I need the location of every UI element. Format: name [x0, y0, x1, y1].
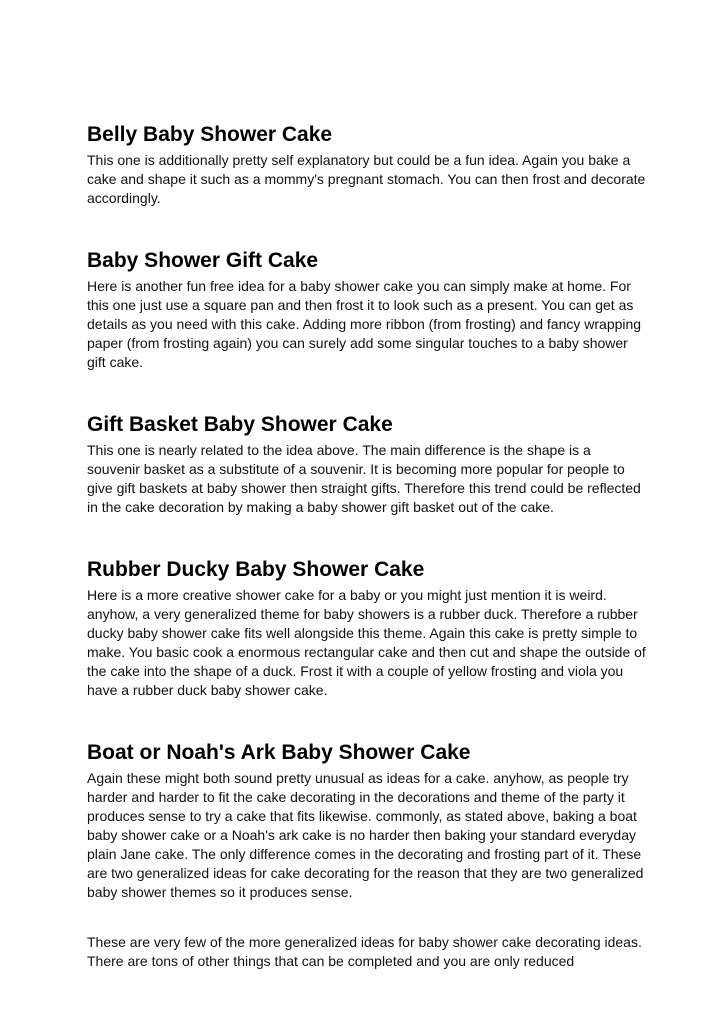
- section-gap: [87, 517, 647, 557]
- section-gap: [87, 208, 647, 248]
- section-body: This one is nearly related to the idea above. The main difference is the shape is a souvenir basket as a substitute of a souvenir. It is becoming more popular for people to give gift baskets at baby shower then straight gifts. Therefore this trend could be reflected in the cake decoration by making a baby shower gift basket out of the cake.: [87, 442, 641, 515]
- section-heading: Baby Shower Gift Cake: [87, 249, 319, 272]
- section-body: Again these might both sound pretty unusual as ideas for a cake. anyhow, as people try harder and harder to fit the cake decorating in the decorations and theme of the party it produces sense to try a cake that fits likewise. commonly, as stated above, baking a boat baby shower cake or a Noah's ark cake is no harder then baking your standard everyday plain Jane cake. The only difference comes in the decorating and frosting part of it. These are two generalized ideas for cake decorating for the reason that they are two generalized baby shower themes so it produces sense.: [87, 770, 644, 900]
- section-gap: [87, 372, 647, 412]
- closing-paragraph: These are very few of the more generalized ideas for baby shower cake decorating ideas. There are tons of other things that can be completed and you are only reduced: [87, 934, 642, 969]
- section-belly-cake: [87, 122, 647, 208]
- section-gap: [87, 700, 647, 740]
- section-body: This one is additionally pretty self explanatory but could be a fun idea. Again you bake a cake and shape it such as a mommy's pregnant stomach. You can then frost and decorate accordingly.: [87, 152, 646, 206]
- document-page: [87, 122, 647, 971]
- section-heading: Belly Baby Shower Cake: [87, 123, 333, 146]
- section-heading: Rubber Ducky Baby Shower Cake: [87, 558, 425, 581]
- section-gift-cake: [87, 248, 647, 372]
- section-heading: Gift Basket Baby Shower Cake: [87, 413, 393, 436]
- section-boat-ark-cake: [87, 740, 647, 902]
- section-body: Here is a more creative shower cake for a baby or you might just mention it is weird. anyhow, a very generalized theme for baby showers is a rubber duck. Therefore a rubber ducky baby shower cake fits well alongside this theme. Again this cake is pretty simple to make. You basic cook a enormous rectangular cake and then cut and shape the outside of the cake into the shape of a duck. Frost it with a couple of yellow frosting and viola you have a rubber duck baby shower cake.: [87, 587, 646, 698]
- section-body: Here is another fun free idea for a baby shower cake you can simply make at home. For this one just use a square pan and then frost it to look such as a present. You can get as details as you need with this cake. Adding more ribbon (from frosting) and fancy wrapping paper (from frosting again) you can surely add some singular touches to a baby shower gift cake.: [87, 278, 642, 370]
- section-rubber-ducky-cake: [87, 557, 647, 700]
- section-gap: [87, 902, 647, 933]
- section-heading: Boat or Noah's Ark Baby Shower Cake: [87, 741, 471, 764]
- section-gift-basket-cake: [87, 412, 647, 517]
